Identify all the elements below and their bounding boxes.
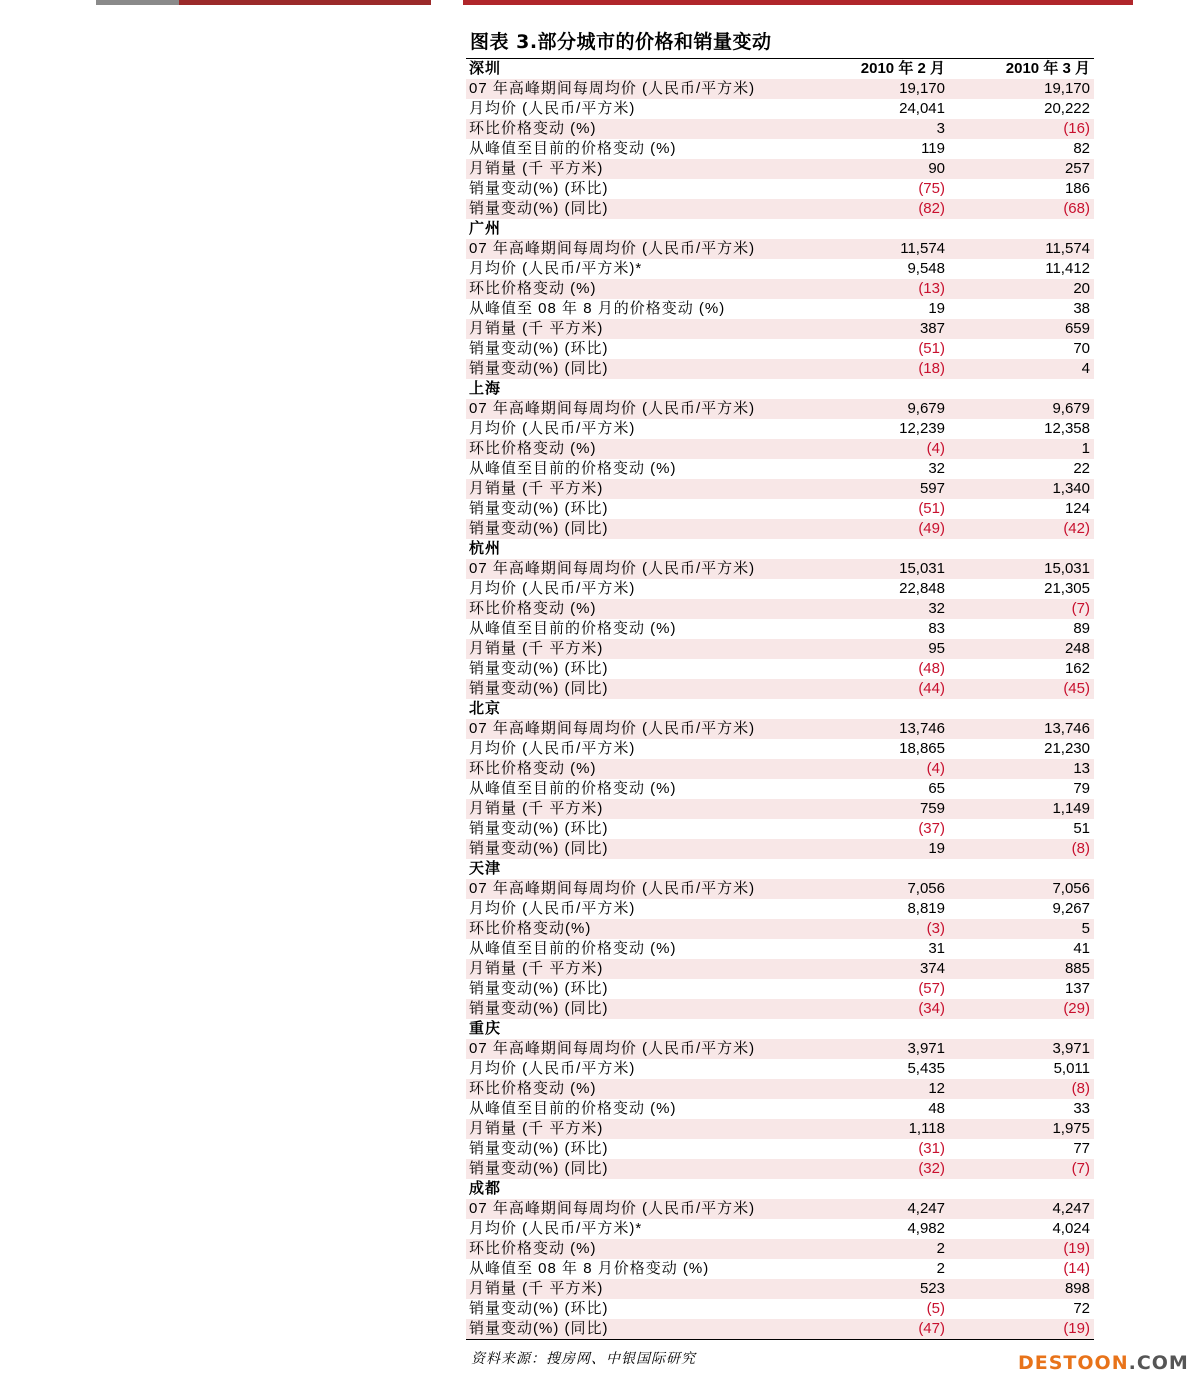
value-feb: 19 bbox=[928, 300, 945, 317]
value-mar: 20,222 bbox=[1044, 100, 1090, 117]
value-feb: 18,865 bbox=[899, 740, 945, 757]
row-label: 销量变动(%) (环比) bbox=[469, 980, 609, 997]
row-label: 从峰值至目前的价格变动 (%) bbox=[469, 620, 677, 637]
value-feb: (75) bbox=[918, 180, 945, 197]
table-title: 图表 3.部分城市的价格和销量变动 bbox=[470, 31, 772, 53]
table-row bbox=[466, 159, 1094, 179]
table-row bbox=[466, 199, 1094, 219]
value-mar: 1,340 bbox=[1052, 480, 1090, 497]
value-mar: 898 bbox=[1064, 1280, 1090, 1297]
table-row bbox=[466, 239, 1094, 259]
value-mar: 885 bbox=[1064, 960, 1090, 977]
value-mar: 7,056 bbox=[1052, 880, 1090, 897]
table-body bbox=[466, 59, 1094, 1339]
table-row bbox=[466, 719, 1094, 739]
row-label: 环比价格变动 (%) bbox=[469, 280, 597, 297]
row-label: 销量变动(%) (同比) bbox=[469, 840, 609, 857]
table-row bbox=[466, 939, 1094, 959]
row-label: 从峰值至目前的价格变动 (%) bbox=[469, 460, 677, 477]
city-name: 成都 bbox=[469, 1180, 502, 1197]
table-row bbox=[466, 679, 1094, 699]
value-mar: 82 bbox=[1073, 140, 1090, 157]
city-name: 深圳 bbox=[469, 60, 502, 77]
value-feb: 5,435 bbox=[907, 1060, 945, 1077]
value-feb: (13) bbox=[918, 280, 945, 297]
value-mar: 1,975 bbox=[1052, 1120, 1090, 1137]
value-mar: (14) bbox=[1063, 1260, 1090, 1277]
row-label: 销量变动(%) (环比) bbox=[469, 660, 609, 677]
table-row bbox=[466, 739, 1094, 759]
value-mar: (19) bbox=[1063, 1240, 1090, 1257]
value-mar: 11,574 bbox=[1045, 240, 1090, 257]
value-mar: 15,031 bbox=[1044, 560, 1090, 577]
row-label: 月均价 (人民币/平方米) bbox=[469, 100, 636, 117]
value-feb: 2 bbox=[936, 1240, 945, 1257]
value-mar: 19,170 bbox=[1044, 80, 1090, 97]
row-label: 07 年高峰期间每周均价 (人民币/平方米) bbox=[469, 1040, 756, 1057]
table-row bbox=[466, 139, 1094, 159]
row-label: 从峰值至 08 年 8 月的价格变动 (%) bbox=[469, 300, 726, 317]
value-feb: 95 bbox=[928, 640, 945, 657]
value-feb: (34) bbox=[918, 1000, 945, 1017]
value-feb: 7,056 bbox=[907, 880, 945, 897]
value-mar: 186 bbox=[1064, 180, 1090, 197]
value-feb: 4,982 bbox=[907, 1220, 945, 1237]
table-row bbox=[466, 839, 1094, 859]
city-name: 杭州 bbox=[469, 540, 502, 557]
header-red-bar-right bbox=[463, 0, 1133, 5]
table-row bbox=[466, 1219, 1094, 1239]
value-feb: 65 bbox=[928, 780, 945, 797]
table-row bbox=[466, 799, 1094, 819]
value-feb: 3,971 bbox=[907, 1040, 945, 1057]
value-mar: 3,971 bbox=[1052, 1040, 1090, 1057]
value-feb: (18) bbox=[918, 360, 945, 377]
value-feb: 19 bbox=[928, 840, 945, 857]
row-label: 环比价格变动 (%) bbox=[469, 1240, 597, 1257]
value-feb: 11,574 bbox=[900, 240, 945, 257]
row-label: 销量变动(%) (环比) bbox=[469, 1300, 609, 1317]
city-header-row bbox=[466, 59, 1094, 79]
value-feb: 1,118 bbox=[908, 1120, 945, 1137]
column-header-mar: 2010 年 3 月 bbox=[1005, 60, 1090, 77]
city-header-row bbox=[466, 219, 1094, 239]
table-row bbox=[466, 79, 1094, 99]
value-mar: 257 bbox=[1064, 160, 1090, 177]
city-header-row bbox=[466, 379, 1094, 399]
value-mar: 1,149 bbox=[1052, 800, 1090, 817]
value-mar: 70 bbox=[1073, 340, 1090, 357]
table-row bbox=[466, 1059, 1094, 1079]
value-feb: 13,746 bbox=[899, 720, 945, 737]
city-header-row bbox=[466, 859, 1094, 879]
city-name: 上海 bbox=[469, 380, 502, 397]
header-red-bar-left bbox=[179, 0, 431, 5]
row-label: 环比价格变动(%) bbox=[469, 920, 592, 937]
row-label: 销量变动(%) (环比) bbox=[469, 500, 609, 517]
table-row bbox=[466, 479, 1094, 499]
row-label: 月销量 (千 平方米) bbox=[469, 960, 604, 977]
value-feb: (57) bbox=[918, 980, 945, 997]
value-mar: (16) bbox=[1063, 120, 1090, 137]
value-mar: (8) bbox=[1071, 840, 1090, 857]
row-label: 月均价 (人民币/平方米) bbox=[469, 580, 636, 597]
price-volume-table bbox=[466, 58, 1094, 1340]
row-label: 07 年高峰期间每周均价 (人民币/平方米) bbox=[469, 80, 756, 97]
table-row bbox=[466, 559, 1094, 579]
table-row bbox=[466, 1079, 1094, 1099]
row-label: 从峰值至目前的价格变动 (%) bbox=[469, 1100, 677, 1117]
header-gray-bar bbox=[96, 0, 179, 5]
city-name: 重庆 bbox=[469, 1020, 502, 1037]
value-feb: 15,031 bbox=[899, 560, 945, 577]
table-row bbox=[466, 99, 1094, 119]
table-row bbox=[466, 439, 1094, 459]
row-label: 环比价格变动 (%) bbox=[469, 760, 597, 777]
row-label: 月销量 (千 平方米) bbox=[469, 1280, 604, 1297]
table-row bbox=[466, 899, 1094, 919]
value-feb: (47) bbox=[918, 1320, 945, 1337]
value-mar: (7) bbox=[1071, 600, 1090, 617]
table-row bbox=[466, 659, 1094, 679]
value-feb: (49) bbox=[918, 520, 945, 537]
table-row bbox=[466, 979, 1094, 999]
value-mar: 38 bbox=[1073, 300, 1090, 317]
value-feb: (5) bbox=[926, 1300, 945, 1317]
value-feb: 597 bbox=[919, 480, 945, 497]
table-row bbox=[466, 1319, 1094, 1339]
value-feb: 759 bbox=[919, 800, 945, 817]
value-mar: 89 bbox=[1073, 620, 1090, 637]
row-label: 07 年高峰期间每周均价 (人民币/平方米) bbox=[469, 240, 756, 257]
value-feb: 48 bbox=[928, 1100, 945, 1117]
row-label: 月均价 (人民币/平方米) bbox=[469, 740, 636, 757]
table-row bbox=[466, 279, 1094, 299]
value-mar: 12,358 bbox=[1044, 420, 1090, 437]
value-mar: 79 bbox=[1073, 780, 1090, 797]
value-feb: 8,819 bbox=[907, 900, 945, 917]
row-label: 销量变动(%) (同比) bbox=[469, 360, 609, 377]
value-mar: 13,746 bbox=[1044, 720, 1090, 737]
table-row bbox=[466, 1159, 1094, 1179]
table-row bbox=[466, 639, 1094, 659]
table-row bbox=[466, 999, 1094, 1019]
row-label: 月均价 (人民币/平方米) bbox=[469, 1060, 636, 1077]
value-mar: 13 bbox=[1073, 760, 1090, 777]
value-mar: 5,011 bbox=[1053, 1060, 1090, 1077]
table-row bbox=[466, 119, 1094, 139]
table-row bbox=[466, 1099, 1094, 1119]
row-label: 从峰值至目前的价格变动 (%) bbox=[469, 140, 677, 157]
value-feb: (48) bbox=[918, 660, 945, 677]
value-feb: 32 bbox=[928, 460, 945, 477]
value-mar: (29) bbox=[1063, 1000, 1090, 1017]
row-label: 环比价格变动 (%) bbox=[469, 440, 597, 457]
watermark-part1: DESTOON bbox=[1018, 1352, 1129, 1374]
value-mar: 77 bbox=[1073, 1140, 1090, 1157]
table-row bbox=[466, 879, 1094, 899]
city-name: 广州 bbox=[469, 220, 502, 237]
table-row bbox=[466, 179, 1094, 199]
city-name: 天津 bbox=[469, 860, 502, 877]
watermark-part2: .COM bbox=[1128, 1352, 1189, 1374]
row-label: 销量变动(%) (同比) bbox=[469, 1320, 609, 1337]
value-mar: 4,247 bbox=[1052, 1200, 1090, 1217]
value-feb: 22,848 bbox=[899, 580, 945, 597]
value-mar: (42) bbox=[1063, 520, 1090, 537]
row-label: 环比价格变动 (%) bbox=[469, 600, 597, 617]
row-label: 从峰值至目前的价格变动 (%) bbox=[469, 780, 677, 797]
value-mar: 21,230 bbox=[1044, 740, 1090, 757]
value-feb: (32) bbox=[918, 1160, 945, 1177]
value-feb: (4) bbox=[926, 760, 945, 777]
value-mar: 41 bbox=[1073, 940, 1090, 957]
value-feb: 2 bbox=[936, 1260, 945, 1277]
table-row bbox=[466, 1279, 1094, 1299]
value-mar: 162 bbox=[1064, 660, 1090, 677]
value-feb: 387 bbox=[919, 320, 945, 337]
row-label: 07 年高峰期间每周均价 (人民币/平方米) bbox=[469, 560, 756, 577]
row-label: 从峰值至 08 年 8 月价格变动 (%) bbox=[469, 1260, 710, 1277]
value-mar: (45) bbox=[1063, 680, 1090, 697]
table-row bbox=[466, 339, 1094, 359]
table-row bbox=[466, 1259, 1094, 1279]
table-row bbox=[466, 959, 1094, 979]
row-label: 销量变动(%) (环比) bbox=[469, 180, 609, 197]
table-row bbox=[466, 299, 1094, 319]
value-feb: 119 bbox=[921, 140, 945, 157]
site-watermark bbox=[1018, 1352, 1189, 1374]
value-feb: (44) bbox=[918, 680, 945, 697]
city-name: 北京 bbox=[469, 700, 502, 717]
row-label: 销量变动(%) (环比) bbox=[469, 340, 609, 357]
value-mar: (68) bbox=[1063, 200, 1090, 217]
value-mar: 11,412 bbox=[1045, 260, 1090, 277]
row-label: 07 年高峰期间每周均价 (人民币/平方米) bbox=[469, 400, 756, 417]
value-feb: 31 bbox=[928, 940, 945, 957]
row-label: 月均价 (人民币/平方米) bbox=[469, 420, 636, 437]
row-label: 月销量 (千 平方米) bbox=[469, 320, 604, 337]
table-row bbox=[466, 359, 1094, 379]
table-row bbox=[466, 1299, 1094, 1319]
value-feb: 4,247 bbox=[907, 1200, 945, 1217]
value-feb: 9,548 bbox=[907, 260, 945, 277]
value-mar: 659 bbox=[1064, 320, 1090, 337]
row-label: 销量变动(%) (环比) bbox=[469, 820, 609, 837]
value-feb: 32 bbox=[928, 600, 945, 617]
table-row bbox=[466, 1139, 1094, 1159]
value-mar: 9,267 bbox=[1052, 900, 1090, 917]
value-feb: 374 bbox=[919, 960, 945, 977]
table-row bbox=[466, 259, 1094, 279]
table-row bbox=[466, 519, 1094, 539]
table-row bbox=[466, 419, 1094, 439]
table-row bbox=[466, 819, 1094, 839]
value-mar: 5 bbox=[1081, 920, 1090, 937]
table-row bbox=[466, 1039, 1094, 1059]
value-mar: (8) bbox=[1071, 1080, 1090, 1097]
value-feb: 83 bbox=[928, 620, 945, 637]
value-mar: 51 bbox=[1073, 820, 1090, 837]
row-label: 销量变动(%) (同比) bbox=[469, 1160, 609, 1177]
value-mar: 4,024 bbox=[1052, 1220, 1090, 1237]
row-label: 从峰值至目前的价格变动 (%) bbox=[469, 940, 677, 957]
table-row bbox=[466, 399, 1094, 419]
row-label: 月均价 (人民币/平方米)* bbox=[469, 1220, 643, 1237]
table-row bbox=[466, 1119, 1094, 1139]
row-label: 07 年高峰期间每周均价 (人民币/平方米) bbox=[469, 880, 756, 897]
value-feb: 12,239 bbox=[899, 420, 945, 437]
city-header-row bbox=[466, 1179, 1094, 1199]
value-feb: (51) bbox=[918, 500, 945, 517]
value-mar: 124 bbox=[1064, 500, 1090, 517]
value-mar: 4 bbox=[1081, 360, 1090, 377]
table-row bbox=[466, 499, 1094, 519]
value-feb: 90 bbox=[928, 160, 945, 177]
value-mar: 137 bbox=[1064, 980, 1090, 997]
value-feb: (3) bbox=[926, 920, 945, 937]
table-row bbox=[466, 459, 1094, 479]
table-row bbox=[466, 579, 1094, 599]
column-header-feb: 2010 年 2 月 bbox=[860, 60, 945, 77]
table-row bbox=[466, 619, 1094, 639]
row-label: 07 年高峰期间每周均价 (人民币/平方米) bbox=[469, 720, 756, 737]
value-mar: 248 bbox=[1064, 640, 1090, 657]
value-feb: (51) bbox=[918, 340, 945, 357]
row-label: 销量变动(%) (同比) bbox=[469, 680, 609, 697]
value-mar: 22 bbox=[1073, 460, 1090, 477]
value-feb: 19,170 bbox=[899, 80, 945, 97]
row-label: 月均价 (人民币/平方米) bbox=[469, 900, 636, 917]
value-mar: 72 bbox=[1073, 1300, 1090, 1317]
value-mar: 21,305 bbox=[1044, 580, 1090, 597]
table-row bbox=[466, 1199, 1094, 1219]
row-label: 月销量 (千 平方米) bbox=[469, 800, 604, 817]
row-label: 月均价 (人民币/平方米)* bbox=[469, 260, 643, 277]
row-label: 销量变动(%) (环比) bbox=[469, 1140, 609, 1157]
row-label: 销量变动(%) (同比) bbox=[469, 200, 609, 217]
table-row bbox=[466, 319, 1094, 339]
row-label: 07 年高峰期间每周均价 (人民币/平方米) bbox=[469, 1200, 756, 1217]
table-row bbox=[466, 779, 1094, 799]
row-label: 环比价格变动 (%) bbox=[469, 120, 597, 137]
row-label: 月销量 (千 平方米) bbox=[469, 480, 604, 497]
row-label: 销量变动(%) (同比) bbox=[469, 1000, 609, 1017]
value-feb: (4) bbox=[926, 440, 945, 457]
table-row bbox=[466, 759, 1094, 779]
source-note: 资料来源：搜房网、中银国际研究 bbox=[471, 1351, 696, 1367]
value-feb: 523 bbox=[919, 1280, 945, 1297]
value-feb: (37) bbox=[918, 820, 945, 837]
row-label: 月销量 (千 平方米) bbox=[469, 640, 604, 657]
city-header-row bbox=[466, 1019, 1094, 1039]
value-feb: 9,679 bbox=[907, 400, 945, 417]
table-row bbox=[466, 599, 1094, 619]
city-header-row bbox=[466, 539, 1094, 559]
value-feb: (31) bbox=[918, 1140, 945, 1157]
city-header-row bbox=[466, 699, 1094, 719]
value-mar: 33 bbox=[1073, 1100, 1090, 1117]
value-feb: 3 bbox=[936, 120, 945, 137]
row-label: 月销量 (千 平方米) bbox=[469, 160, 604, 177]
value-mar: (19) bbox=[1063, 1320, 1090, 1337]
table-row bbox=[466, 919, 1094, 939]
table-bottom-rule bbox=[466, 1339, 1094, 1340]
value-feb: 12 bbox=[928, 1080, 945, 1097]
row-label: 环比价格变动 (%) bbox=[469, 1080, 597, 1097]
value-mar: (7) bbox=[1071, 1160, 1090, 1177]
row-label: 销量变动(%) (同比) bbox=[469, 520, 609, 537]
value-feb: (82) bbox=[918, 200, 945, 217]
value-mar: 20 bbox=[1073, 280, 1090, 297]
row-label: 月销量 (千 平方米) bbox=[469, 1120, 604, 1137]
table-row bbox=[466, 1239, 1094, 1259]
value-feb: 24,041 bbox=[899, 100, 945, 117]
value-mar: 9,679 bbox=[1052, 400, 1090, 417]
value-mar: 1 bbox=[1081, 440, 1090, 457]
